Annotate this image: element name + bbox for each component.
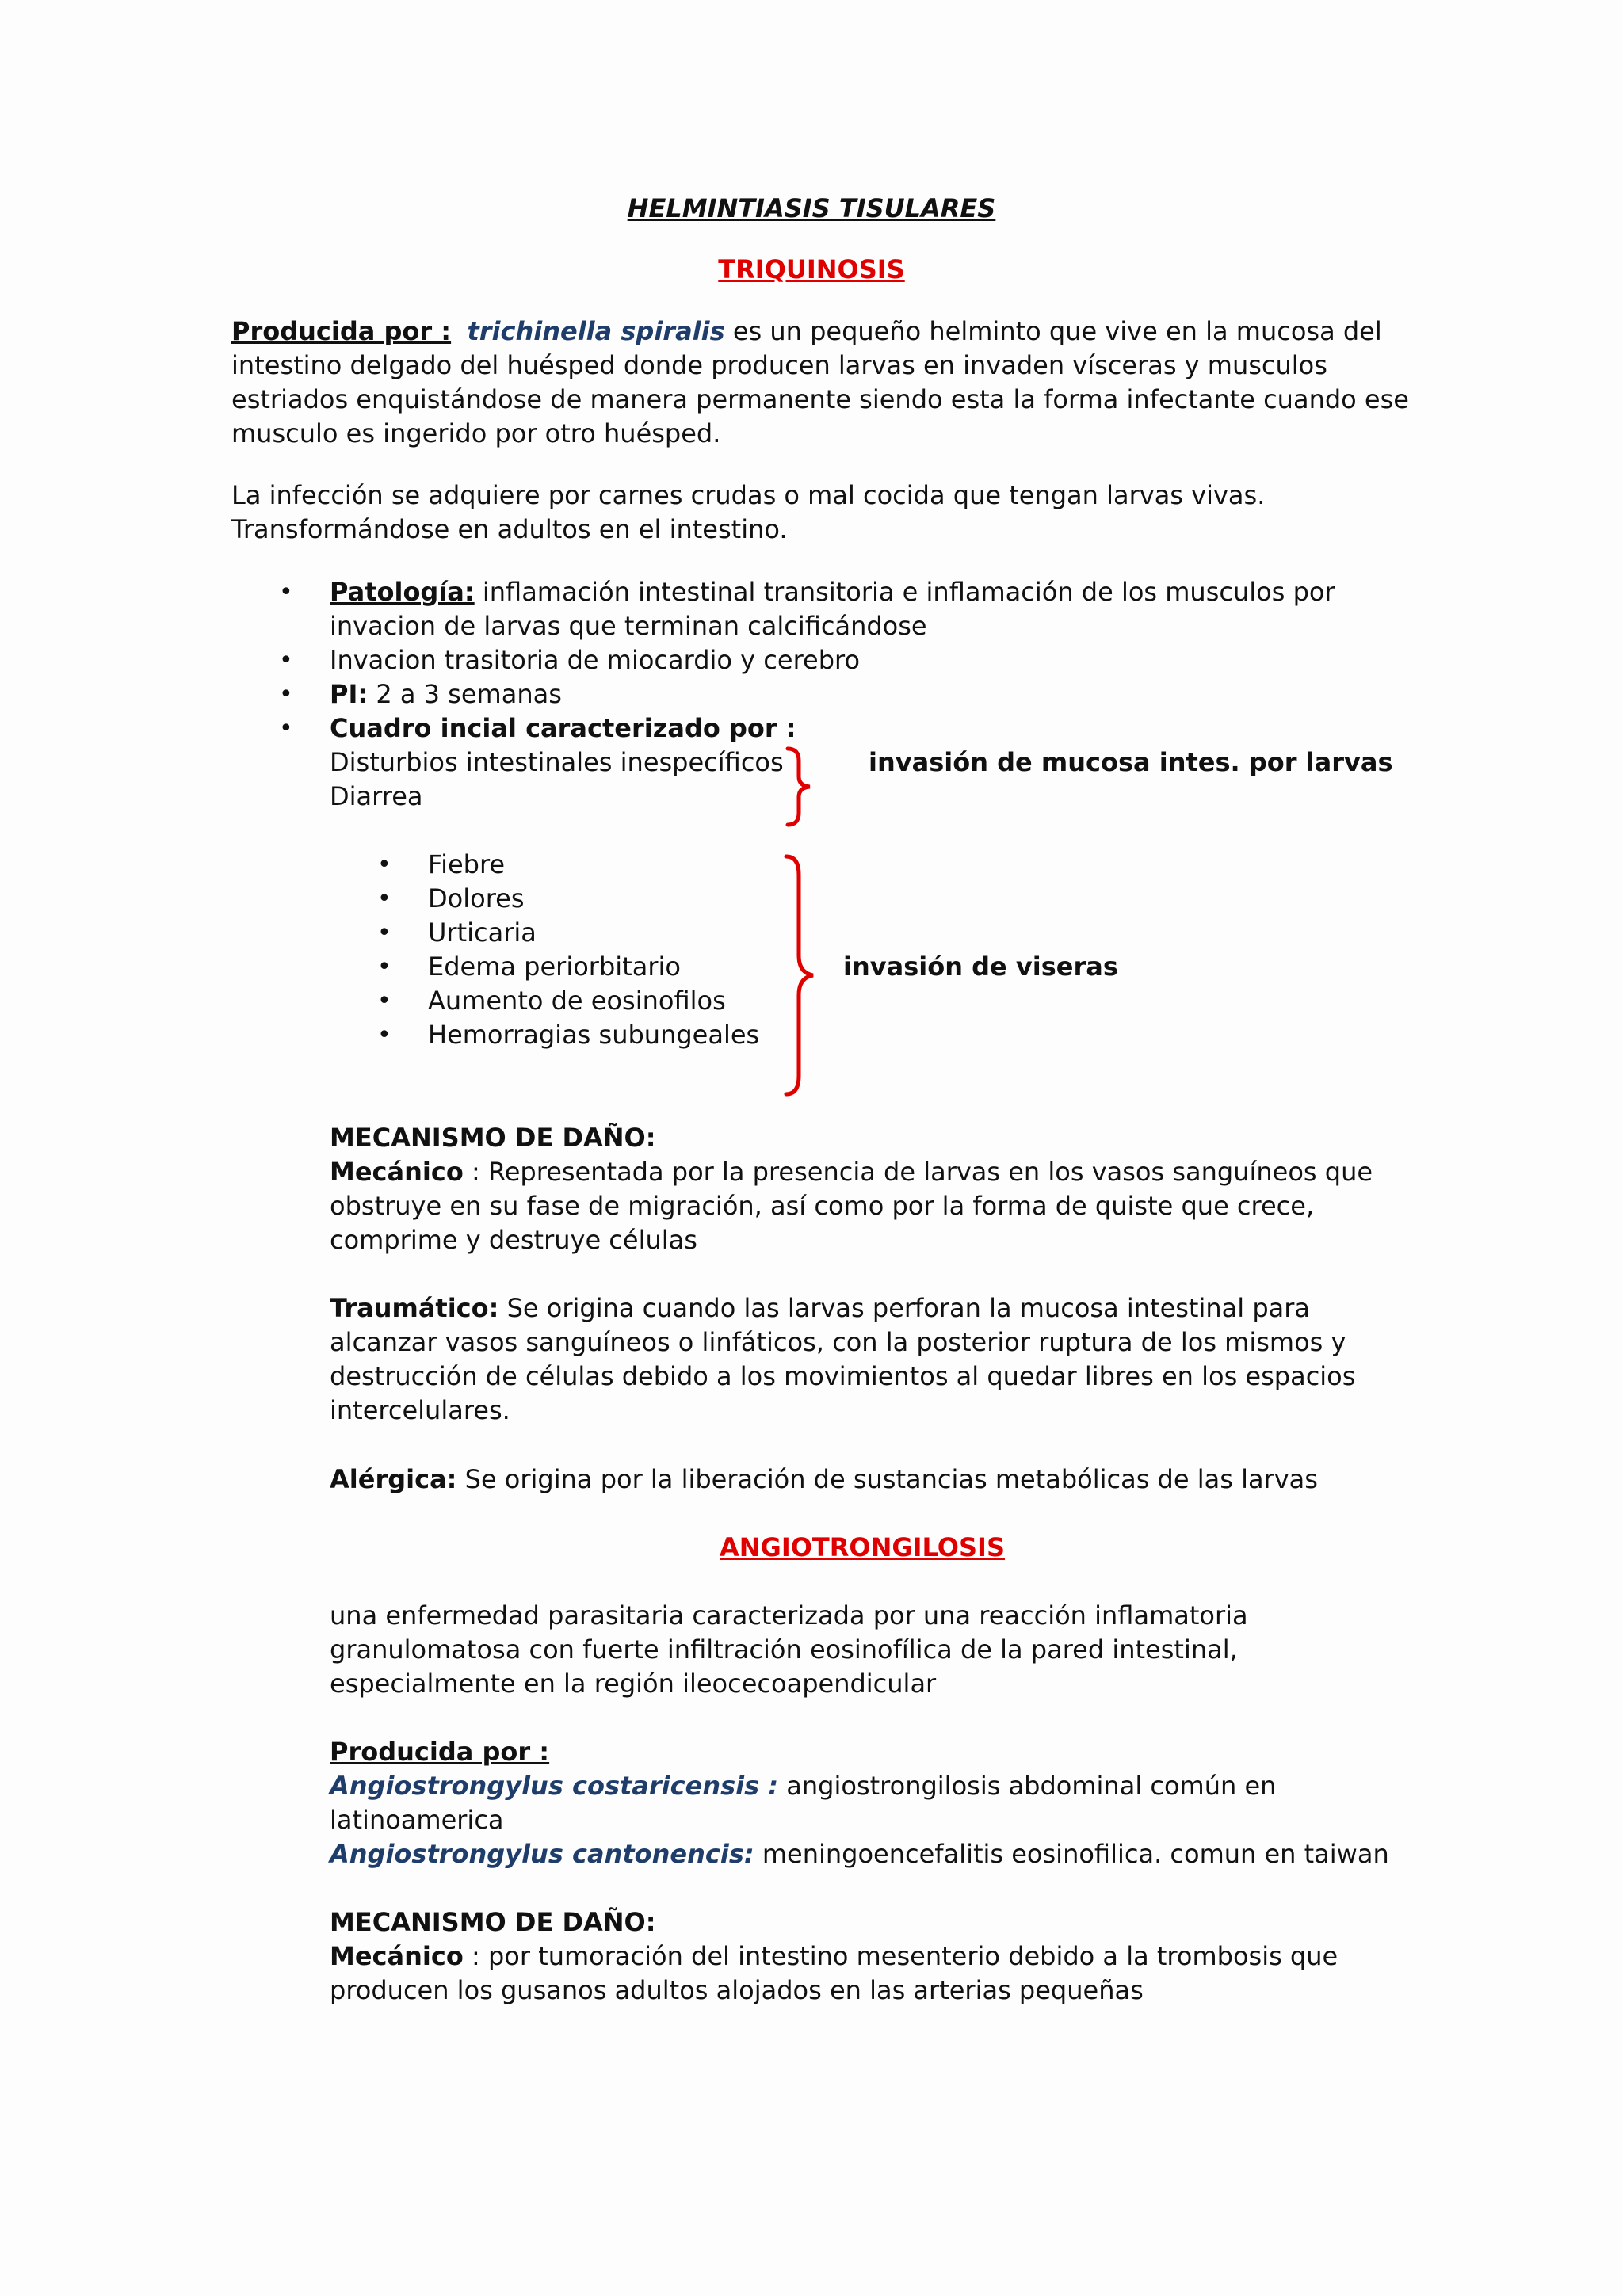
- bullet-icon: •: [377, 953, 391, 981]
- species-2-paragraph: Angiostrongylus cantonencis: meningoencefalitis eosinofilica. comun en taiwan: [330, 1839, 1389, 1869]
- producida-por-label: Producida por :: [231, 316, 452, 346]
- right-brace-icon: [783, 854, 823, 1097]
- bullet-icon: •: [377, 987, 391, 1015]
- traumatico-paragraph: Traumático: Se origina cuando las larvas perforan la mucosa intestinal para alcanzar vasos sanguíneos o linfáticos, con la posterior ruptura de los mismos y destrucción de células debido a los movimientos al quedar libres en los espacios intercelulares.: [330, 1293, 1356, 1425]
- producida-por-heading: Producida por :: [330, 1737, 550, 1767]
- symptom-item: Fiebre: [428, 849, 506, 879]
- list-item-pi: PI: 2 a 3 semanas: [330, 679, 562, 709]
- angio-mecanico-paragraph: Mecánico : por tumoración del intestino mesenterio debido a la trombosis que producen los gusanos adultos alojados en las arterias pequeñas: [330, 1941, 1338, 2005]
- bullet-icon: •: [279, 646, 293, 674]
- symptom-item: Aumento de eosinofilos: [428, 986, 726, 1016]
- mecanismo-heading: MECANISMO DE DAÑO:: [330, 1123, 656, 1153]
- right-brace-icon: [785, 746, 816, 827]
- list-item-invacion: Invacion trasitoria de miocardio y cerebro: [330, 645, 861, 675]
- intro-paragraph: Producida por : trichinella spiralis es un pequeño helminto que vive en la mucosa del intestino delgado del huésped donde producen larvas en invaden vísceras y musculos estriados enquistándose de manera permanente siendo esta la forma infectante cuando ese musculo es ingerido por otro huésped.: [231, 316, 1409, 448]
- alergica-paragraph: Alérgica: Se origina por la liberación de sustancias metabólicas de las larvas: [330, 1464, 1318, 1494]
- bullet-icon: •: [377, 851, 391, 879]
- mecanico-paragraph: Mecánico : Representada por la presencia de larvas en los vasos sanguíneos que obstruye en su fase de migración, así como por la forma de quiste que crece, comprime y destruye células: [330, 1157, 1373, 1255]
- brace-label-viseras: invasión de viseras: [843, 952, 1118, 982]
- bullet-icon: •: [279, 681, 293, 708]
- infection-paragraph: La infección se adquiere por carnes crudas o mal cocida que tengan larvas vivas. Transformándose en adultos en el intestino.: [231, 480, 1266, 544]
- angio-intro-paragraph: una enfermedad parasitaria caracterizada por una reacción inflamatoria granulomatosa con fuerte infiltración eosinofílica de la pared intestinal, especialmente en la región ileocecoapendicular: [330, 1600, 1248, 1699]
- species-1-paragraph: Angiostrongylus costaricensis : angiostrongilosis abdominal común en latinoamerica: [330, 1771, 1277, 1835]
- section-heading-triquinosis: TRIQUINOSIS: [718, 254, 905, 284]
- bullet-icon: •: [377, 919, 391, 947]
- species-name: trichinella spiralis: [467, 316, 725, 346]
- symptom-item: Edema periorbitario: [428, 952, 681, 982]
- diarrea-text: Diarrea: [330, 781, 423, 811]
- symptom-item: Urticaria: [428, 917, 537, 948]
- list-item-cuadro: Cuadro incial caracterizado por :: [330, 713, 796, 743]
- bullet-icon: •: [377, 1021, 391, 1049]
- bullet-icon: •: [279, 578, 293, 606]
- bullet-icon: •: [279, 715, 293, 742]
- document-title: HELMINTIASIS TISULARES: [627, 193, 996, 223]
- symptom-item: Dolores: [428, 883, 525, 913]
- brace-label-mucosa: invasión de mucosa intes. por larvas: [869, 747, 1393, 777]
- symptom-item: Hemorragias subungeales: [428, 1020, 760, 1050]
- bullet-icon: •: [377, 885, 391, 913]
- disturbios-text: Disturbios intestinales inespecíficos: [330, 747, 784, 777]
- section-heading-angiotrongilosis: ANGIOTRONGILOSIS: [720, 1532, 1005, 1562]
- list-item-patologia: Patología: inflamación intestinal transitoria e inflamación de los musculos por invacion de larvas que terminan calcificándose: [330, 577, 1335, 641]
- angio-mecanismo-heading: MECANISMO DE DAÑO:: [330, 1907, 656, 1937]
